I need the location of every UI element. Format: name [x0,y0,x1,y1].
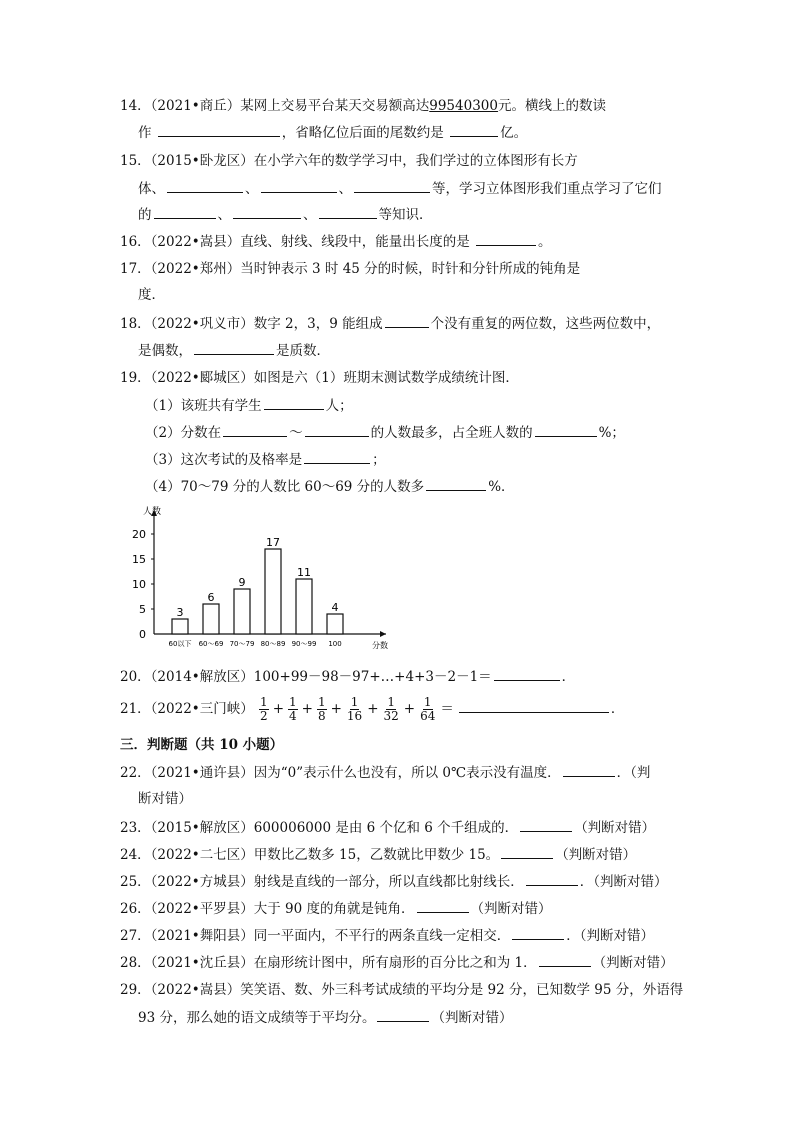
bar-value-label: 11 [297,566,311,579]
answer-blank[interactable] [526,871,578,886]
y-tick-label: 0 [139,628,146,641]
question-14-line-1: 14．（2021•商丘）某网上交易平台某天交易额高达99540300元。横线上的数读 [120,98,606,114]
y-tick-label: 20 [132,528,146,541]
answer-blank[interactable] [476,231,536,246]
x-axis-label: 分数 [372,641,388,650]
bar-value-label: 17 [266,536,280,549]
y-axis-label: 人数 [142,507,162,517]
answer-blank[interactable] [512,925,564,940]
answer-blank[interactable] [354,178,430,193]
category-label: 60～69 [198,640,224,648]
question-24: 24．（2022•二七区）甲数比乙数多 15，乙数就比甲数少 15。 （判断对错） [120,844,636,865]
category-label: 80～89 [260,640,286,648]
question-15-line-1: 15．（2015•卧龙区）在小学六年的数学学习中，我们学过的立体图形有长方 [120,153,578,169]
answer-blank[interactable] [194,340,274,355]
answer-blank[interactable] [501,844,553,859]
category-label: 60以下 [168,640,192,648]
question-18-line-1: 18．（2022•巩义市）数字 2，3，9 能组成 个没有重复的两位数，这些两位数中， [120,313,660,334]
question-15-line-2: 体、 、 、 等，学习立体图形我们重点学习了它们 [138,178,662,199]
question-23: 23．（2015•解放区）600006000 是由 6 个亿和 6 个千组成的． （判断对错） [120,817,655,838]
answer-blank[interactable] [539,952,591,967]
question-19-part-2: （2）分数在 ～ 的人数最多，占全班人数的 %； [145,422,625,443]
question-29-line-2: 93 分，那么她的语文成绩等于平均分。 （判断对错） [138,1007,512,1028]
answer-blank[interactable] [319,204,377,219]
fraction-1-8: $\frac{1}{8}$ [317,695,326,723]
fraction-1-64: $\frac{1}{64}$ [420,695,436,723]
question-22-line-1: 22．（2021•通许县）因为“0”表示什么也没有，所以 0℃表示没有温度． ．（判 [120,762,650,783]
question-19-intro: 19．（2022•郾城区）如图是六（1）班期末测试数学成绩统计图． [120,370,519,386]
answer-blank[interactable] [520,817,572,832]
fraction-1-16: $\frac{1}{16}$ [346,695,363,723]
bar [296,579,312,634]
amount-underlined: 99540300 [429,98,498,114]
answer-blank[interactable] [426,476,486,491]
bar [172,619,188,634]
question-25: 25．（2022•方城县）射线是直线的一部分，所以直线都比射线长． ．（判断对错） [120,871,668,892]
bar [265,549,281,634]
question-19-part-4: （4）70～79 分的人数比 60～69 分的人数多 %． [145,476,515,497]
question-19-part-1: （1）该班共有学生 人； [145,395,353,416]
answer-blank[interactable] [459,698,609,713]
category-label: 100 [328,640,342,648]
bar [203,604,219,634]
score-bar-chart [130,502,400,654]
question-29-line-1: 29．（2022•嵩县）笑笑语、数、外三科考试成绩的平均分是 92 分，已知数学 95 分，外语得 [120,982,684,998]
question-27: 27．（2021•舞阳县）同一平面内，不平行的两条直线一定相交． ．（判断对错） [120,925,654,946]
answer-blank[interactable] [450,122,498,137]
answer-blank[interactable] [158,122,280,137]
category-label: 90～99 [291,640,317,648]
y-tick-label: 10 [132,578,146,591]
question-17-line-2: 度． [138,287,165,303]
x-axis-arrow-icon [380,631,386,637]
answer-blank[interactable] [264,395,324,410]
fraction-1-2: $\frac{1}{2}$ [260,695,268,723]
answer-blank[interactable] [563,762,615,777]
y-tick-label: 15 [132,553,146,566]
question-28: 28．（2021•沈丘县）在扇形统计图中，所有扇形的百分比之和为 1． （判断对错） [120,952,674,973]
bar [327,614,343,634]
question-22-line-2: 断对错） [138,791,192,807]
answer-blank[interactable] [223,422,287,437]
answer-blank[interactable] [233,204,301,219]
answer-blank[interactable] [535,422,597,437]
fraction-1-4: $\frac{1}{4}$ [289,695,297,723]
answer-blank[interactable] [417,898,469,913]
question-20: 20．（2014•解放区）100+99－98－97+…+4+3－2－1＝ ． [120,666,575,687]
question-17-line-1: 17．（2022•郑州）当时钟表示 3 时 45 分的时候，时针和分针所成的钝角是 [120,261,581,277]
answer-blank[interactable] [261,178,337,193]
answer-blank[interactable] [154,204,216,219]
question-14-line-2: 作 ，省略亿位后面的尾数约是 亿。 [138,122,527,143]
question-18-line-2: 是偶数， 是质数． [138,340,330,361]
answer-blank[interactable] [494,666,560,681]
y-tick-label: 5 [139,603,146,616]
answer-blank[interactable] [385,313,429,328]
fraction-1-32: $\frac{1}{32}$ [383,695,399,723]
question-21: 21．（2022•三门峡） $\frac{1}{2}$ + $\frac{1}{4}$ + $\frac{1}{8}$ + $\frac{1}{16}$ + $\frac{1}{32}$ + $\frac{1}{64}$ ＝ ． [120,695,625,723]
bar [234,589,250,634]
answer-blank[interactable] [304,449,370,464]
answer-blank[interactable] [377,1007,429,1022]
bar-value-label: 4 [331,601,339,614]
section-3-heading: 三．判断题（共 10 小题） [120,737,284,753]
question-15-line-3: 的 、 、 等知识． [138,204,433,225]
question-26: 26．（2022•平罗县）大于 90 度的角就是钝角． （判断对错） [120,898,552,919]
category-label: 70～79 [229,640,255,648]
question-19-part-3: （3）这次考试的及格率是 ； [145,449,386,470]
question-16: 16．（2022•嵩县）直线、射线、线段中，能量出长度的是 。 [120,231,552,252]
bar-value-label: 9 [238,576,246,589]
bar-value-label: 3 [176,606,184,619]
answer-blank[interactable] [305,422,369,437]
bar-value-label: 6 [207,591,215,604]
answer-blank[interactable] [167,178,243,193]
